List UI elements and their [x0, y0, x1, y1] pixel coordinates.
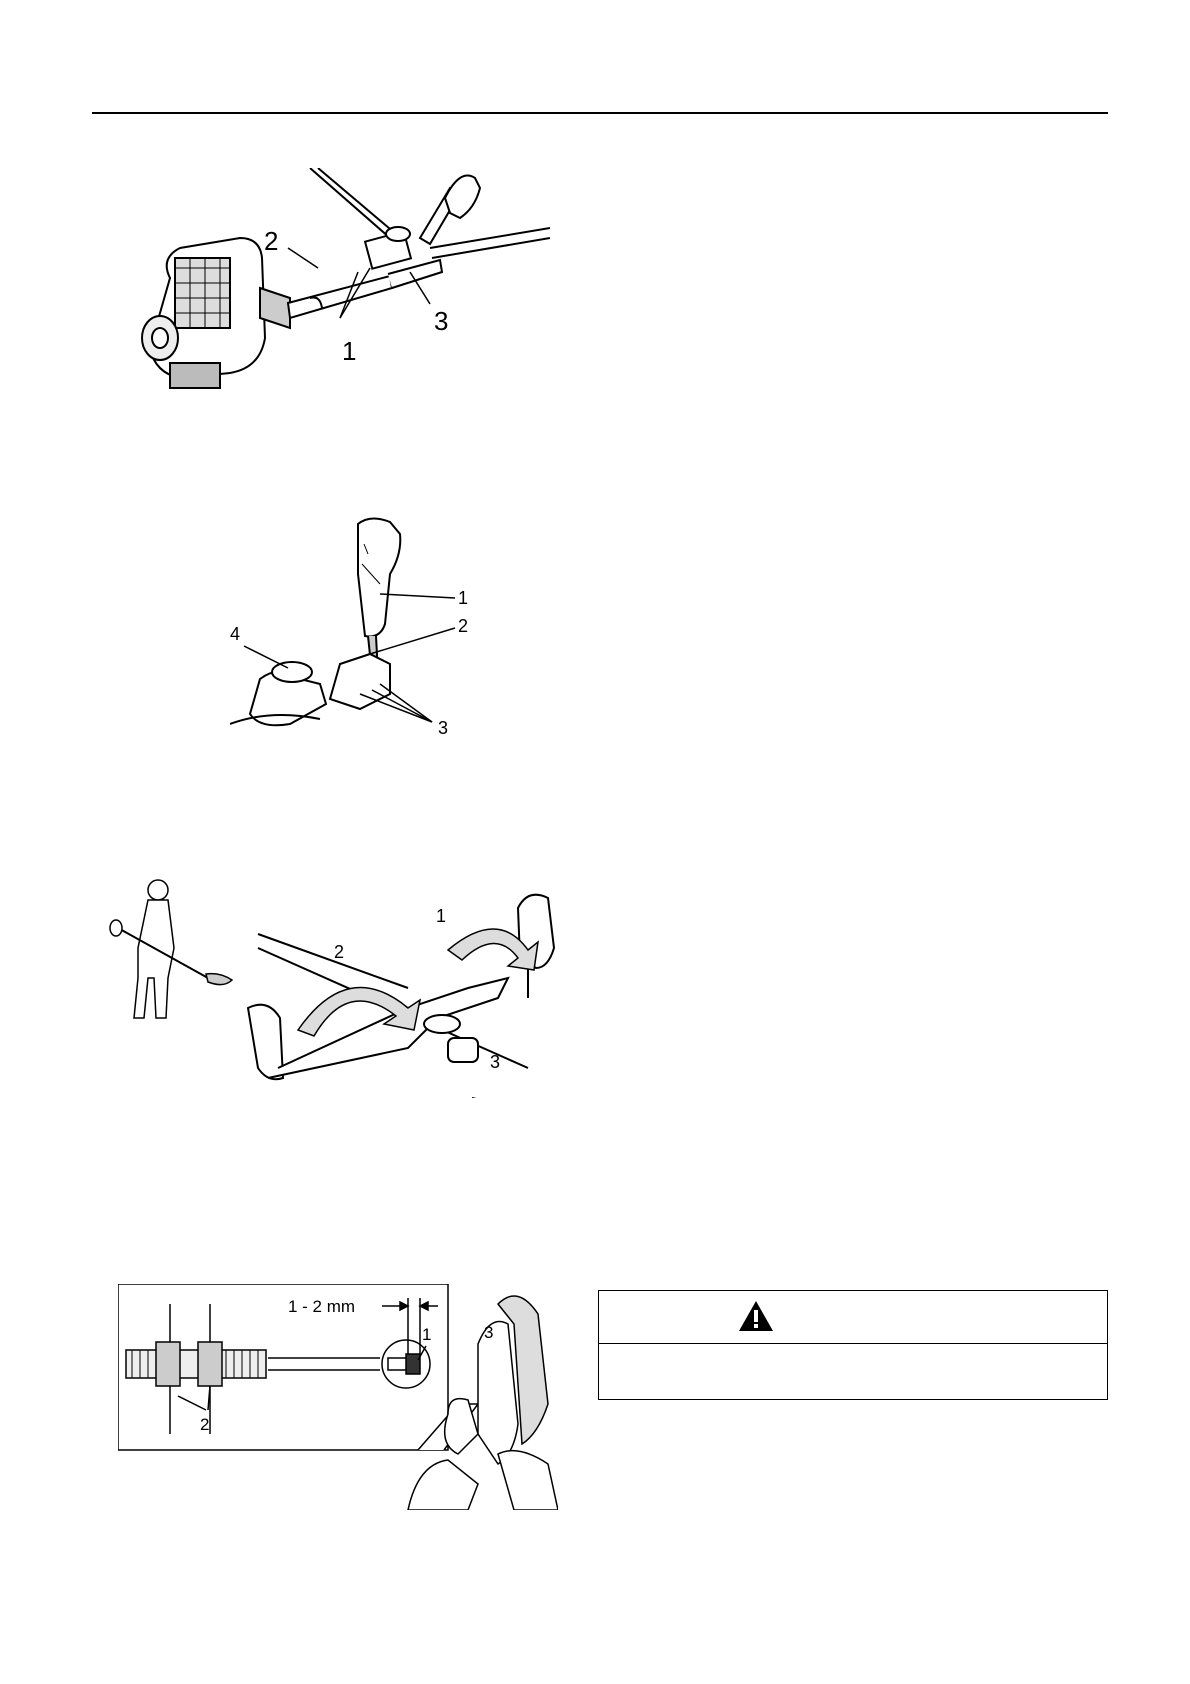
fig4-dimension: 1 - 2 mm	[288, 1297, 356, 1316]
fig3-label-3: 3	[490, 1052, 501, 1072]
shaft-illustration	[288, 260, 442, 318]
figure-handle-closeup	[230, 514, 490, 744]
warning-box	[598, 1290, 1108, 1400]
warning-triangle-icon	[737, 1299, 775, 1338]
figure-cable-adjustment	[118, 1284, 558, 1510]
fig4-label-2: 2	[200, 1415, 210, 1434]
fig2-label-2: 2	[458, 616, 469, 636]
fig3-label-1: 1	[436, 906, 447, 926]
handlebar-rotation-illustration	[248, 895, 554, 1080]
warning-body	[599, 1344, 1107, 1368]
figure-handle-rotation	[108, 868, 568, 1098]
fig1-label-1: 1	[342, 336, 357, 366]
fig2-label-1: 1	[458, 588, 469, 608]
clamp-illustration	[230, 654, 390, 725]
operator-illustration	[110, 880, 232, 1018]
fig1-label-3: 3	[434, 306, 449, 336]
fig2-label-3: 3	[438, 718, 449, 738]
fig2-label-4: 4	[230, 624, 241, 644]
fig4-label-1: 1	[422, 1325, 432, 1344]
fig4-label-3: 3	[484, 1323, 494, 1342]
engine-illustration	[142, 238, 290, 388]
fig1-label-2: 2	[264, 226, 279, 256]
header-rule	[92, 112, 1108, 114]
fig3-label-2: 2	[334, 942, 345, 962]
handlebar-illustration	[310, 168, 550, 269]
figure-brushcutter-overview	[130, 168, 550, 408]
warning-header	[599, 1291, 1107, 1344]
